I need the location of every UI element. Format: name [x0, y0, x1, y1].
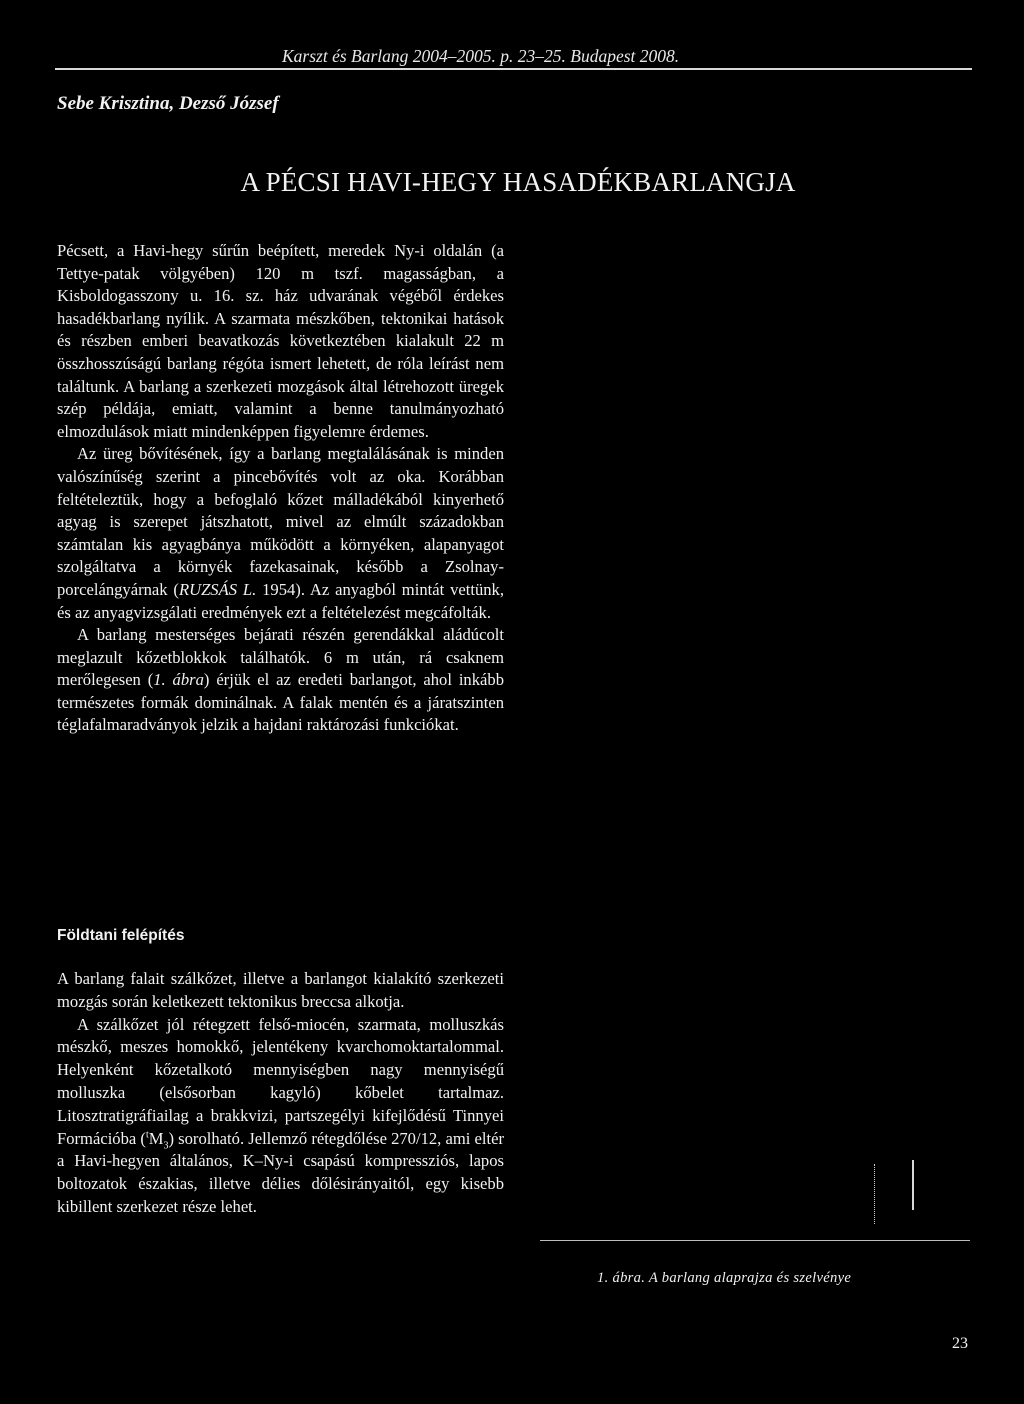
formation-symbol-sup: t: [145, 1129, 149, 1141]
geology-paragraph-2-text-b: ) sorolható. Jellemző rétegdőlése 270/12, ami eltér a Havi-hegyen általános, K–Ny-i csapású kompressziós, lapos boltozatok északias, illetve délies dőlésirányaitól, egy kisebb kibillent szerkezet része lehet.: [57, 1128, 504, 1216]
geology-paragraph-2-text-a: A szálkőzet jól rétegzett felső-miocén, szarmata, molluszkás mészkő, meszes homokkő, jelentékeny kvarchomoktartalommal. Helyenként kőzetalkotó mennyiségben nagy mennyiségű molluszka (elsősorban kagyló) kőbelet tartalmaz. Litosztratigráfiailag a brakkvizi, partszegélyi kifejlődésű Tinnyei Formációba (: [57, 1014, 504, 1148]
formation-symbol-sub: 3: [163, 1139, 169, 1151]
intro-column: [57, 240, 504, 737]
figure-baseline: [540, 1240, 970, 1241]
paragraph-1: Pécsett, a Havi-hegy sűrűn beépített, meredek Ny-i oldalán (a Tettye-patak völgyében) 120 m tszf. magasságban, a Kisboldogasszony u. 16. sz. ház udvarának végéből érdekes hasadékbarlang nyílik. A szarmata mészkőben, tektonikai hatások és részben emberi beavatkozás következtében kialakult 22 m összhosszúságú barlang régóta ismert lehetett, de róla leírást nem találtunk. A barlang a szerkezeti mozgások által létrehozott üregek szép példája, emiatt, valamint a benne tanulmányozható elmozdulások miatt mindenképpen figyelemre érdemes.: [57, 241, 504, 441]
figure-line-solid: [912, 1160, 914, 1210]
header-rule: [55, 68, 972, 70]
running-head: Karszt és Barlang 2004–2005. p. 23–25. Budapest 2008.: [282, 46, 680, 66]
paragraph-2-text-a: Az üreg bővítésének, így a barlang megtalálásának is minden valószínűség szerint a pincebővítés volt az oka. Korábban feltételeztük, hogy a befoglaló kőzet málladékából kinyerhető agyag is szerepet játszhatott, mivel az elmúlt századokban számtalan kis agyagbánya működött a környéken, alapanyagot szolgáltatva a környék fazekasainak, később a Zsolnay-porcelángyárnak (: [57, 444, 504, 599]
geology-column: [57, 968, 504, 1219]
figure-line-dotted: [874, 1164, 876, 1224]
citation-ruzsas: RUZSÁS L.: [178, 579, 257, 599]
page-number: 23: [952, 1335, 968, 1352]
paragraph-2-text-b: 1954). Az anyagból mintát vettünk, és az anyagvizsgálati eredmények ezt a feltételezést megcáfolták.: [57, 579, 504, 622]
section-heading: Földtani felépítés: [57, 927, 185, 944]
geology-paragraph-1: A barlang falait szálkőzet, illetve a barlangot kialakító szerkezeti mozgás során keletkezett tektonikus breccsa alkotja.: [57, 969, 504, 1011]
article-title: A PÉCSI HAVI-HEGY HASADÉKBARLANGJA: [240, 167, 796, 197]
paragraph-3: [57, 624, 504, 737]
paragraph-3-text-a: A barlang mesterséges bejárati részén gerendákkal aládúcolt meglazult kőzetblokkok találhatók. 6 m után, rá csaknem merőlegesen (: [57, 625, 504, 690]
authors: Sebe Krisztina, Dezső József: [57, 93, 279, 114]
formation-symbol: M: [148, 1128, 164, 1148]
figure-reference: 1. ábra: [153, 670, 204, 690]
figure-1: [540, 1160, 972, 1250]
paragraph-3-text-b: ) érjük el az eredeti barlangot, ahol inkább természetes formák dominálnak. A falak mentén és a járatszinten téglafalmaradványok jelzik a hajdani raktározási funkciókat.: [57, 670, 504, 735]
figure-caption: 1. ábra. A barlang alaprajza és szelvénye: [597, 1270, 852, 1286]
paragraph-2: [57, 443, 504, 624]
geology-paragraph-2: [57, 1014, 504, 1219]
